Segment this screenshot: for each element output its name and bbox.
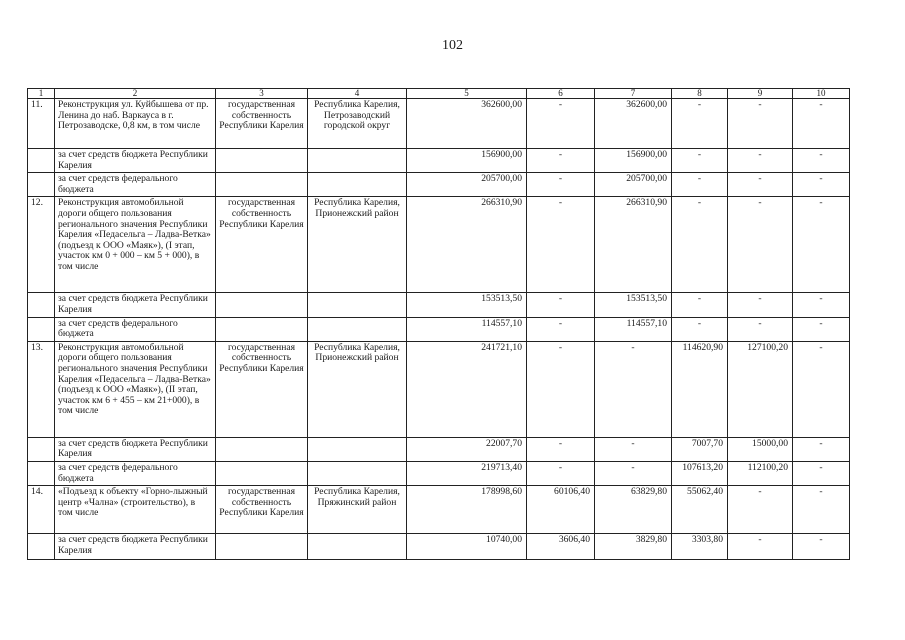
empty-cell [28, 149, 55, 173]
object-name: Реконструкция автомобильной дороги общего пользования регионального значения Республики Карелия «Педасельга – Ладва-Ветка» (подъезд к ООО «Маяк»), (I этап, участок км 0 + 000 – км 5 + 000), в том числе [55, 197, 216, 293]
amount-cell: - [595, 461, 672, 485]
amount-cell: 156900,00 [407, 149, 527, 173]
amount-cell: 55062,40 [672, 486, 728, 534]
amount-cell: 10740,00 [407, 534, 527, 560]
amount-cell: - [527, 461, 595, 485]
empty-cell [216, 173, 308, 197]
funding-table [27, 88, 850, 560]
amount-cell: 266310,90 [595, 197, 672, 293]
amount-cell: 22007,70 [407, 437, 527, 461]
row-number: 14. [28, 486, 55, 534]
amount-cell: 3606,40 [527, 534, 595, 560]
empty-cell [308, 149, 407, 173]
amount-cell: 153513,50 [595, 293, 672, 317]
location: Республика Карелия, Петрозаводский городской округ [308, 99, 407, 149]
header-cell: 7 [595, 89, 672, 99]
location: Республика Карелия, Прионежский район [308, 197, 407, 293]
row-number: 13. [28, 341, 55, 437]
amount-cell: - [793, 486, 850, 534]
object-name: «Подъезд к объекту «Горно-лыжный центр «Чална» (строительство), в том числе [55, 486, 216, 534]
empty-cell [28, 534, 55, 560]
amount-cell: 3829,80 [595, 534, 672, 560]
amount-cell: - [527, 149, 595, 173]
amount-cell: 156900,00 [595, 149, 672, 173]
amount-cell: - [793, 293, 850, 317]
amount-cell: - [728, 317, 793, 341]
amount-cell: 60106,40 [527, 486, 595, 534]
amount-cell: - [527, 293, 595, 317]
amount-cell: - [728, 293, 793, 317]
funding-source-row [28, 437, 850, 461]
amount-cell: - [527, 437, 595, 461]
funding-source-label: за счет средств бюджета Республики Карелия [55, 293, 216, 317]
amount-cell: - [527, 341, 595, 437]
header-cell: 10 [793, 89, 850, 99]
header-cell: 4 [308, 89, 407, 99]
amount-cell: - [672, 149, 728, 173]
header-cell: 6 [527, 89, 595, 99]
funding-source-label: за счет средств бюджета Республики Карелия [55, 149, 216, 173]
amount-cell: - [672, 99, 728, 149]
empty-cell [216, 437, 308, 461]
empty-cell [308, 534, 407, 560]
amount-cell: - [728, 486, 793, 534]
amount-cell: - [728, 149, 793, 173]
amount-cell: 362600,00 [407, 99, 527, 149]
amount-cell: - [728, 197, 793, 293]
empty-cell [28, 293, 55, 317]
amount-cell: 205700,00 [595, 173, 672, 197]
location: Республика Карелия, Пряжинский район [308, 486, 407, 534]
amount-cell: 112100,20 [728, 461, 793, 485]
empty-cell [216, 149, 308, 173]
object-row [28, 486, 850, 534]
header-row [28, 89, 850, 99]
amount-cell: 3303,80 [672, 534, 728, 560]
amount-cell: - [728, 99, 793, 149]
empty-cell [308, 437, 407, 461]
funding-source-row [28, 534, 850, 560]
amount-cell: 178998,60 [407, 486, 527, 534]
funding-source-row [28, 317, 850, 341]
location: Республика Карелия, Прионежский район [308, 341, 407, 437]
amount-cell: - [728, 173, 793, 197]
empty-cell [308, 293, 407, 317]
amount-cell: - [793, 534, 850, 560]
empty-cell [308, 317, 407, 341]
empty-cell [308, 461, 407, 485]
amount-cell: - [793, 461, 850, 485]
header-cell: 1 [28, 89, 55, 99]
object-name: Реконструкция автомобильной дороги общего пользования регионального значения Республики Карелия «Педасельга – Ладва-Ветка» (подъезд к ООО «Маяк»), (II этап, участок км 6 + 455 – км 21+000), в том числе [55, 341, 216, 437]
empty-cell [28, 437, 55, 461]
amount-cell: 241721,10 [407, 341, 527, 437]
amount-cell: - [527, 197, 595, 293]
amount-cell: - [527, 317, 595, 341]
amount-cell: - [793, 197, 850, 293]
amount-cell: - [527, 173, 595, 197]
funding-source-label: за счет средств бюджета Республики Карелия [55, 437, 216, 461]
amount-cell: - [793, 317, 850, 341]
object-name: Реконструкция ул. Куйбышева от пр. Ленина до наб. Варкауса в г. Петрозаводске, 0,8 км, в том числе [55, 99, 216, 149]
header-cell: 9 [728, 89, 793, 99]
amount-cell: - [672, 173, 728, 197]
amount-cell: 114557,10 [595, 317, 672, 341]
empty-cell [216, 317, 308, 341]
amount-cell: 153513,50 [407, 293, 527, 317]
amount-cell: - [672, 317, 728, 341]
amount-cell: - [595, 437, 672, 461]
amount-cell: 127100,20 [728, 341, 793, 437]
funding-source-label: за счет средств федерального бюджета [55, 317, 216, 341]
amount-cell: 7007,70 [672, 437, 728, 461]
amount-cell: - [793, 437, 850, 461]
empty-cell [28, 461, 55, 485]
amount-cell: 15000,00 [728, 437, 793, 461]
funding-source-row [28, 461, 850, 485]
empty-cell [216, 534, 308, 560]
ownership: государственная собственность Республики Карелия [216, 197, 308, 293]
amount-cell: 219713,40 [407, 461, 527, 485]
amount-cell: 114620,90 [672, 341, 728, 437]
row-number: 11. [28, 99, 55, 149]
ownership: государственная собственность Республики Карелия [216, 341, 308, 437]
amount-cell: 266310,90 [407, 197, 527, 293]
funding-source-row [28, 149, 850, 173]
amount-cell: - [672, 197, 728, 293]
amount-cell: - [793, 149, 850, 173]
page-number: 102 [442, 38, 463, 53]
amount-cell: 107613,20 [672, 461, 728, 485]
amount-cell: 63829,80 [595, 486, 672, 534]
object-row [28, 99, 850, 149]
amount-cell: - [793, 173, 850, 197]
ownership: государственная собственность Республики Карелия [216, 99, 308, 149]
funding-source-label: за счет средств бюджета Республики Карелия [55, 534, 216, 560]
amount-cell: - [728, 534, 793, 560]
ownership: государственная собственность Республики Карелия [216, 486, 308, 534]
header-cell: 3 [216, 89, 308, 99]
empty-cell [28, 317, 55, 341]
empty-cell [216, 293, 308, 317]
empty-cell [308, 173, 407, 197]
amount-cell: - [595, 341, 672, 437]
funding-source-label: за счет средств федерального бюджета [55, 173, 216, 197]
funding-source-label: за счет средств федерального бюджета [55, 461, 216, 485]
header-cell: 5 [407, 89, 527, 99]
funding-source-row [28, 173, 850, 197]
row-number: 12. [28, 197, 55, 293]
amount-cell: - [793, 341, 850, 437]
object-row [28, 341, 850, 437]
amount-cell: - [527, 99, 595, 149]
header-cell: 8 [672, 89, 728, 99]
empty-cell [28, 173, 55, 197]
object-row [28, 197, 850, 293]
funding-source-row [28, 293, 850, 317]
amount-cell: 205700,00 [407, 173, 527, 197]
empty-cell [216, 461, 308, 485]
header-cell: 2 [55, 89, 216, 99]
amount-cell: - [793, 99, 850, 149]
amount-cell: 114557,10 [407, 317, 527, 341]
amount-cell: - [672, 293, 728, 317]
amount-cell: 362600,00 [595, 99, 672, 149]
